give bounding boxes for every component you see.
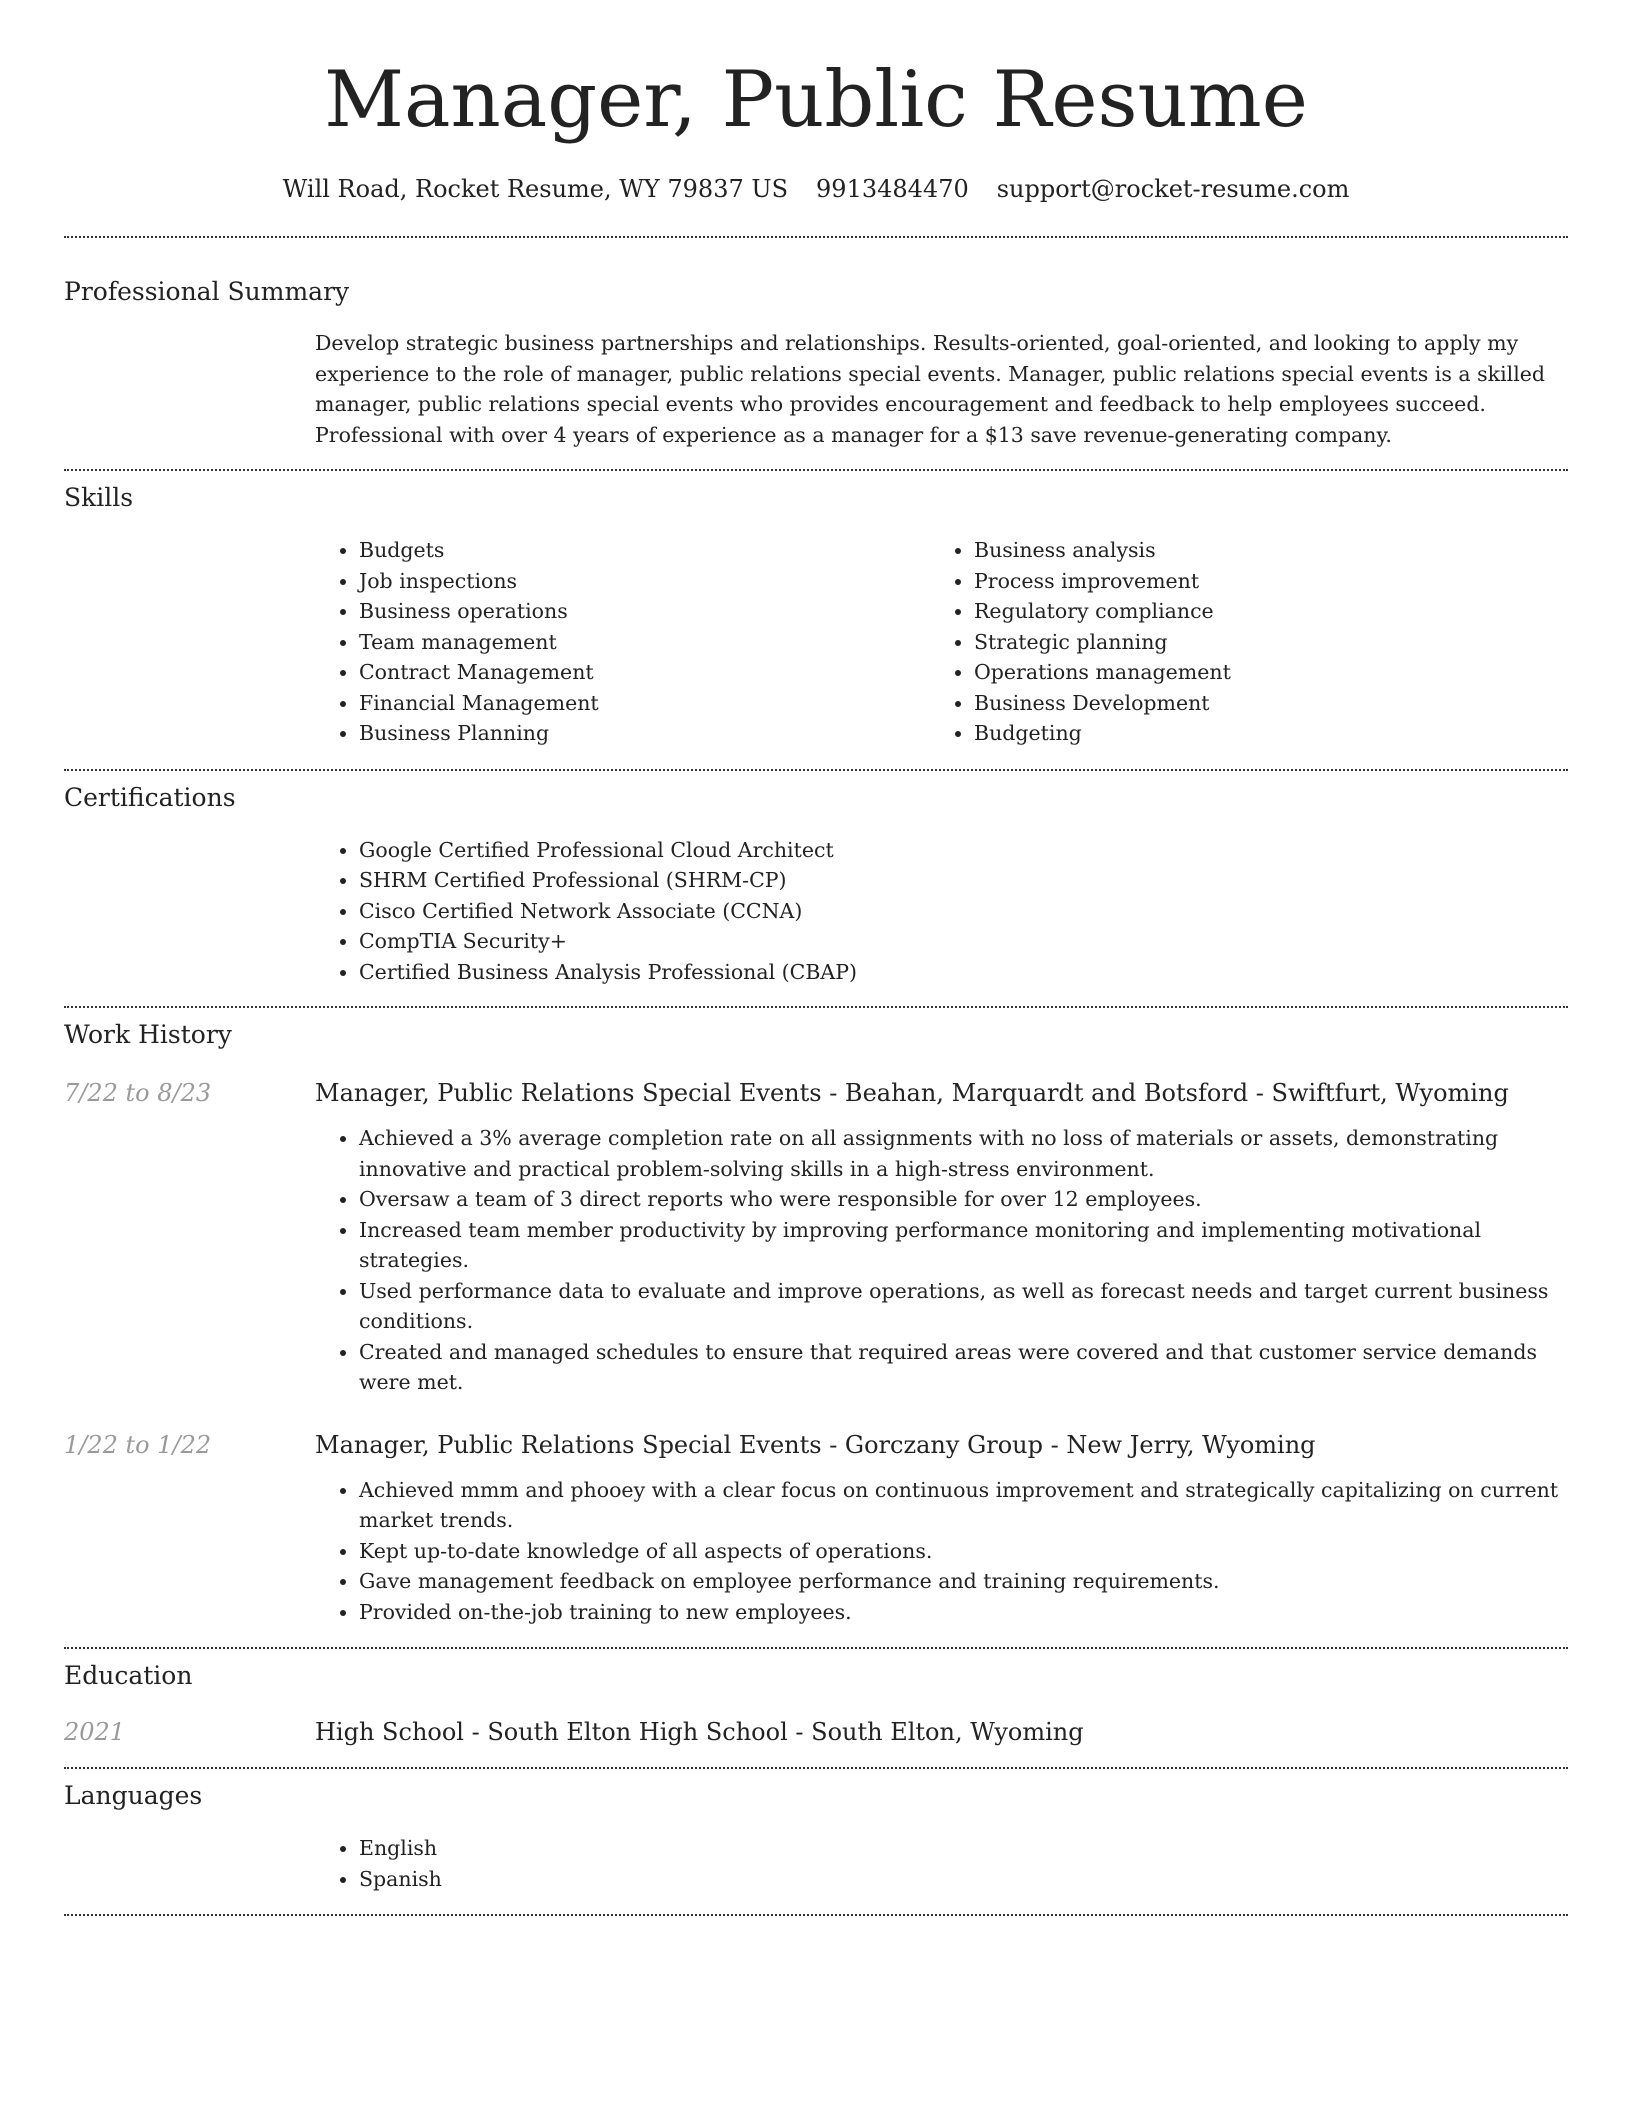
job-bullet: • Created and managed schedules to ensure that required areas were covered and that customer service demands were met.	[359, 1337, 1568, 1398]
section-title-education: Education	[64, 1661, 193, 1690]
skill-item: • Regulatory compliance	[974, 596, 1545, 627]
section-title-summary: Professional Summary	[64, 277, 350, 306]
certification-item: • CompTIA Security+	[359, 926, 1568, 957]
skill-item: • Business analysis	[974, 535, 1545, 566]
summary-text: Develop strategic business partnerships and relationships. Results-oriented, goal-oriented, and looking to apply my experience to the role of manager, public relations special events. Manager, public relations special events is a skilled manager, public relations special events who provides encouragement and feedback to help employees succeed. Professional with over 4 years of experience as a manager for a $13 save revenue-generating company.	[315, 331, 1545, 447]
section-title-work-history: Work History	[64, 1020, 232, 1049]
resume-page	[64, 0, 1568, 1916]
language-item: • Spanish	[359, 1864, 1568, 1895]
address: Will Road, Rocket Resume, WY 79837 US	[282, 175, 789, 203]
skill-item: • Job inspections	[359, 566, 930, 597]
job-header	[64, 1076, 1568, 1110]
phone: 9913484470	[816, 175, 969, 203]
job-heading: Manager, Public Relations Special Events - Gorczany Group - New Jerry, Wyoming	[315, 1430, 1316, 1459]
skill-item: • Strategic planning	[974, 627, 1545, 658]
languages-section	[64, 1769, 1568, 1894]
resume-header	[64, 0, 1568, 206]
education-section	[64, 1649, 1568, 1749]
job-dates: 1/22 to 1/22	[64, 1430, 212, 1459]
job-entry	[64, 1428, 1568, 1628]
job-bullets	[315, 1123, 1568, 1398]
skills-section	[64, 471, 1568, 749]
job-bullet: • Kept up-to-date knowledge of all aspects of operations.	[359, 1536, 1568, 1567]
education-date: 2021	[64, 1718, 126, 1746]
language-item: • English	[359, 1833, 1568, 1864]
certification-item: • SHRM Certified Professional (SHRM-CP)	[359, 865, 1568, 896]
job-entry	[64, 1076, 1568, 1398]
languages-list	[315, 1833, 1568, 1894]
job-bullet: • Provided on-the-job training to new employees.	[359, 1597, 1568, 1628]
education-heading: High School - South Elton High School - South Elton, Wyoming	[315, 1718, 1084, 1746]
job-bullet: • Used performance data to evaluate and improve operations, as well as forecast needs and target current business conditions.	[359, 1276, 1568, 1337]
skill-item: • Contract Management	[359, 657, 930, 688]
skill-item: • Business Planning	[359, 718, 930, 749]
skill-item: • Budgeting	[974, 718, 1545, 749]
skill-item: • Budgets	[359, 535, 930, 566]
job-heading: Manager, Public Relations Special Events - Beahan, Marquardt and Botsford - Swiftfurt, Wyoming	[315, 1079, 1509, 1107]
certification-item: • Google Certified Professional Cloud Architect	[359, 835, 1568, 866]
section-title-skills: Skills	[64, 483, 134, 512]
job-dates: 7/22 to 8/23	[64, 1079, 212, 1107]
job-bullet: • Oversaw a team of 3 direct reports who were responsible for over 12 employees.	[359, 1184, 1568, 1215]
certifications-section	[64, 771, 1568, 988]
skills-list-right	[930, 535, 1545, 749]
work-history-section	[64, 1008, 1568, 1627]
email: support@rocket-resume.com	[996, 175, 1350, 203]
job-header	[64, 1428, 1568, 1462]
job-bullet: • Achieved a 3% average completion rate on all assignments with no loss of materials or assets, demonstrating innovative and practical problem-solving skills in a high-stress environment.	[359, 1123, 1568, 1184]
section-divider	[64, 1914, 1568, 1916]
job-bullet: • Gave management feedback on employee performance and training requirements.	[359, 1566, 1568, 1597]
section-title-certifications: Certifications	[64, 782, 236, 812]
skill-item: • Business operations	[359, 596, 930, 627]
job-bullet: • Increased team member productivity by improving performance monitoring and implementing motivational strategies.	[359, 1215, 1568, 1276]
skill-item: • Operations management	[974, 657, 1545, 688]
skill-item: • Team management	[359, 627, 930, 658]
certification-item: • Cisco Certified Network Associate (CCNA)	[359, 896, 1568, 927]
contact-line	[64, 172, 1568, 206]
candidate-name: Manager, Public Resume	[324, 55, 1308, 145]
summary-section	[64, 238, 1568, 450]
skill-item: • Business Development	[974, 688, 1545, 719]
skills-columns	[315, 535, 1568, 749]
certifications-list	[315, 835, 1568, 988]
section-title-languages: Languages	[64, 1781, 203, 1810]
job-bullets	[315, 1475, 1568, 1628]
job-bullet: • Achieved mmm and phooey with a clear focus on continuous improvement and strategically capitalizing on current market trends.	[359, 1475, 1568, 1536]
education-entry	[64, 1715, 1568, 1749]
skills-list-left	[315, 535, 930, 749]
skill-item: • Financial Management	[359, 688, 930, 719]
certification-item: • Certified Business Analysis Professional (CBAP)	[359, 957, 1568, 988]
skill-item: • Process improvement	[974, 566, 1545, 597]
